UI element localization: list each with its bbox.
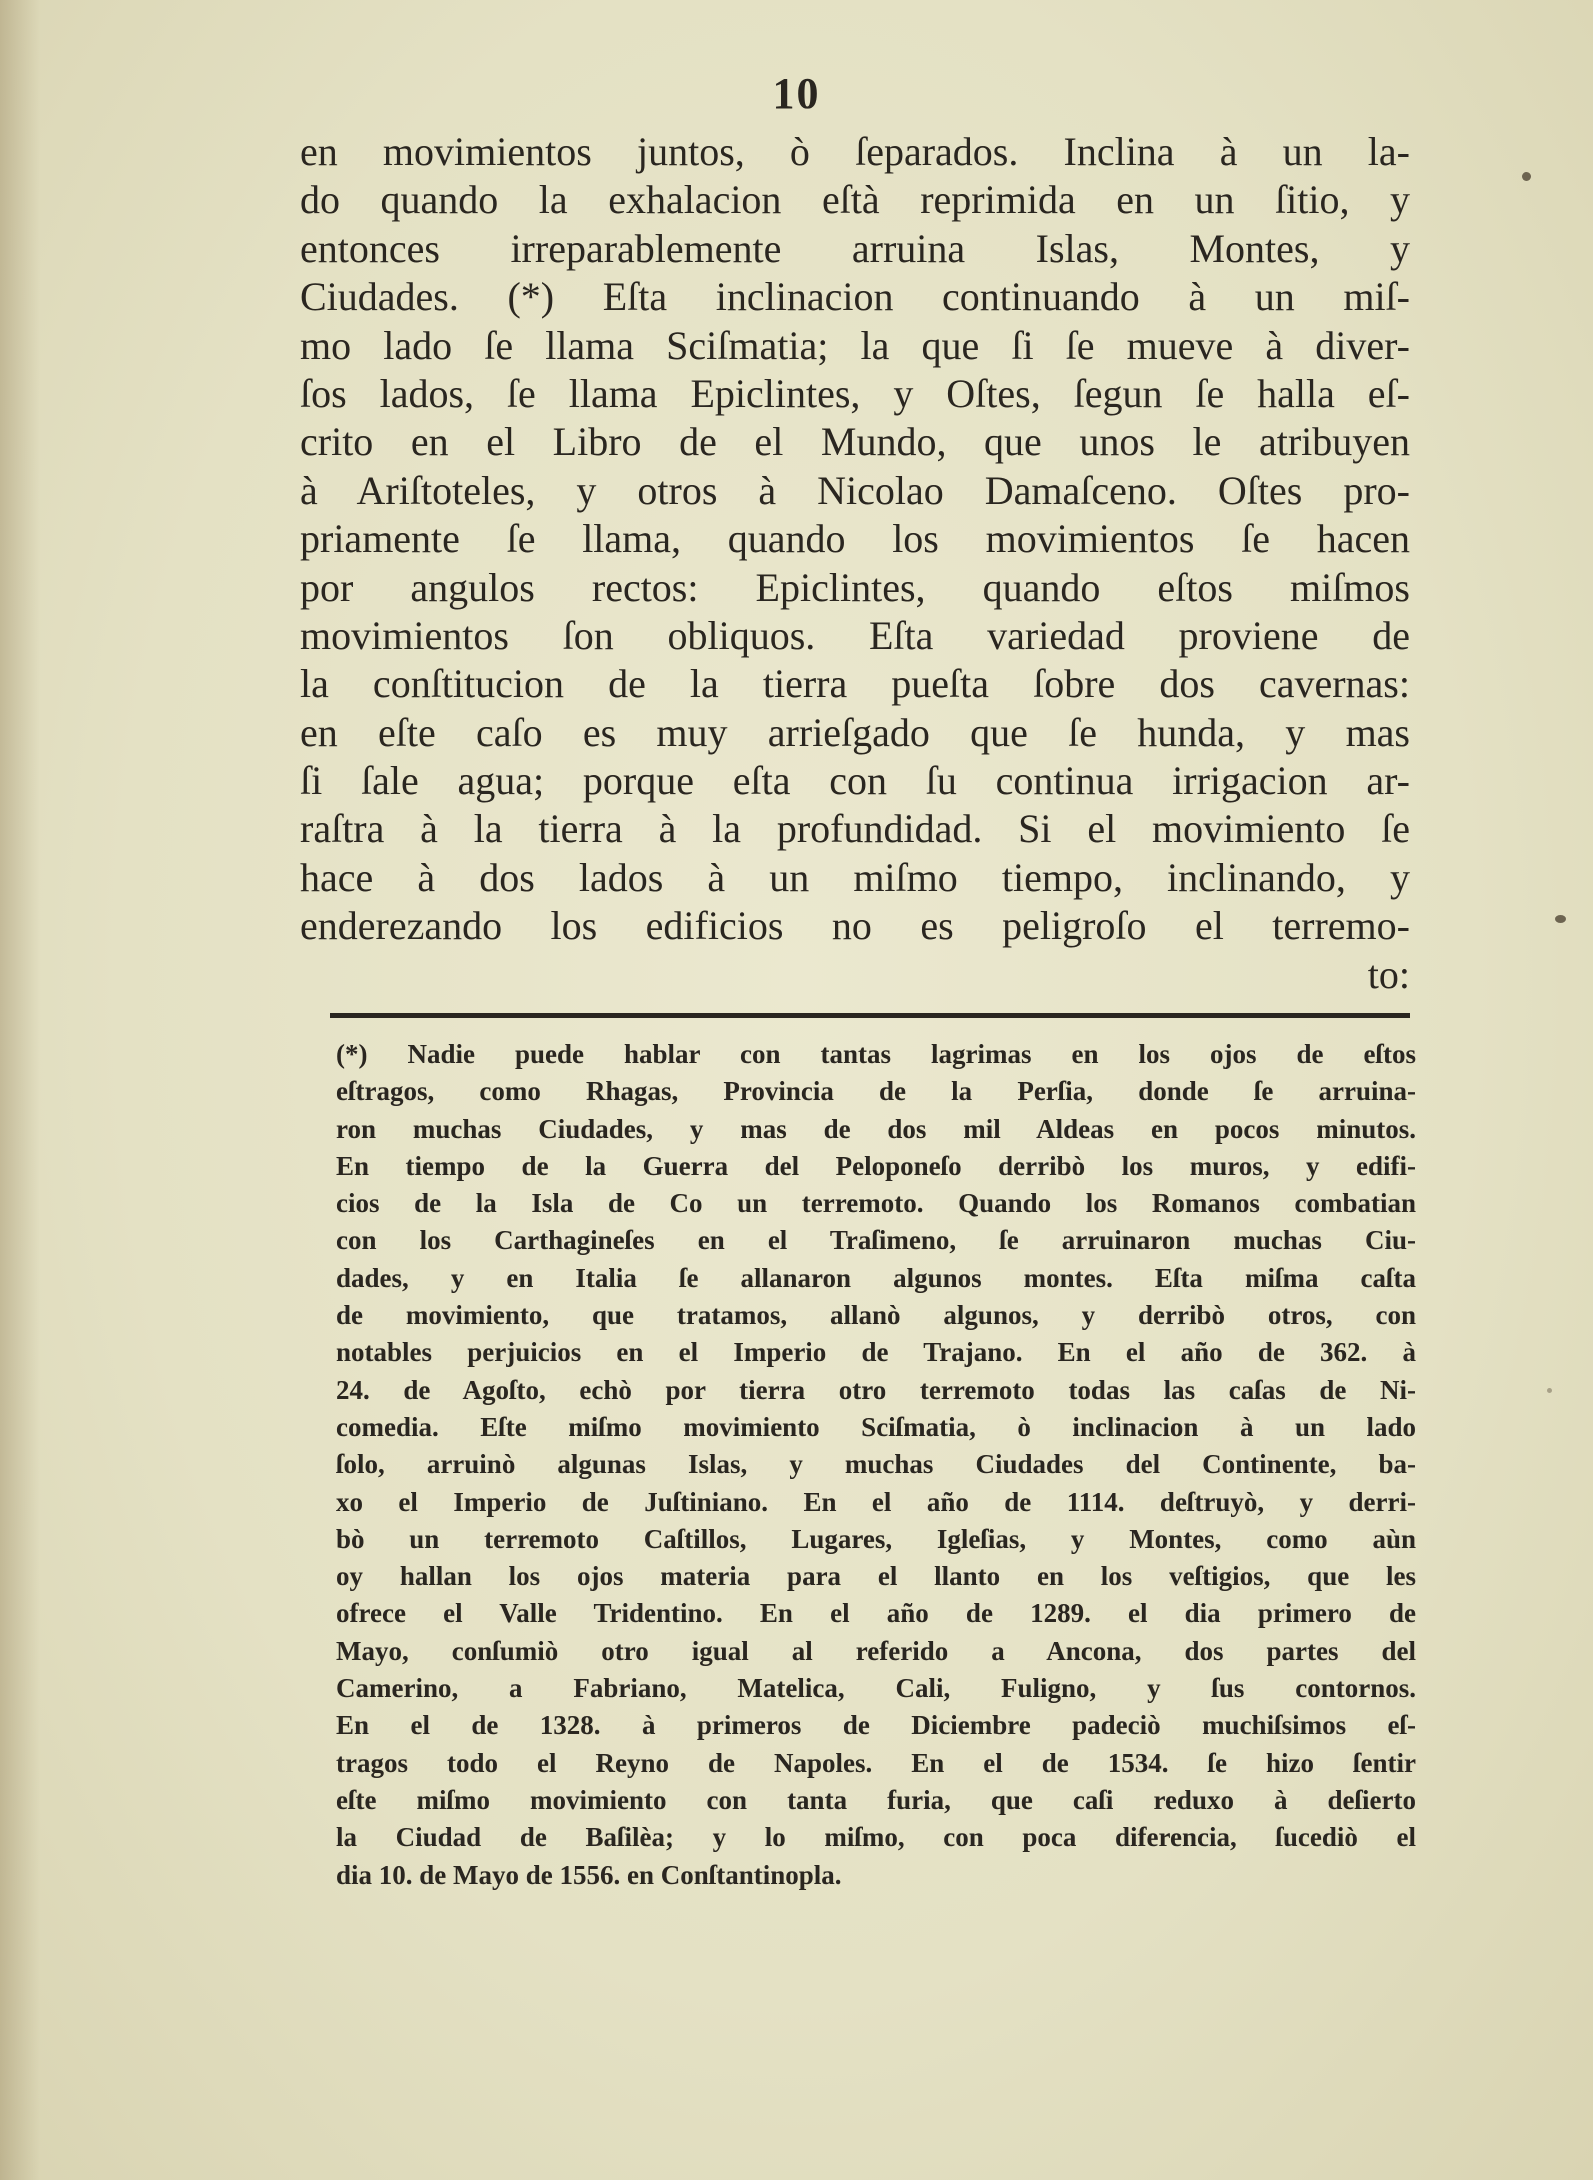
text-line: do quando la exhalacion eſtà reprimida en un ſitio, y — [300, 177, 1410, 223]
footnote-line: Mayo, conſumiò otro igual al referido a Ancona, dos partes del — [336, 1635, 1416, 1666]
text-line: entonces irreparablemente arruina Islas, Montes, y — [300, 225, 1410, 271]
footnote-line: eſtragos, como Rhagas, Provincia de la Perſia, donde ſe arruina- — [336, 1076, 1416, 1107]
text-line: en eſte caſo es muy arrieſgado que ſe hunda, y mas — [300, 709, 1410, 755]
footnote-line: ofrece el Valle Tridentino. En el año de 1289. el dia primero de — [336, 1598, 1416, 1629]
binding-edge-shadow — [0, 0, 40, 2180]
text-line: por angulos rectos: Epiclintes, quando eſtos miſmos — [300, 564, 1410, 610]
footnote-line: En el de 1328. à primeros de Diciembre padeciò muchiſsimos eſ- — [336, 1710, 1416, 1741]
footnote-line: la Ciudad de Baſilèa; y lo miſmo, con poca diferencia, ſucediò el — [336, 1822, 1416, 1853]
footnote-separator-rule — [330, 1013, 1410, 1018]
ink-spot — [1522, 172, 1531, 181]
footnote-line: ron muchas Ciudades, y mas de dos mil Aldeas en pocos minutos. — [336, 1113, 1416, 1144]
footnote-line: comedia. Eſte miſmo movimiento Sciſmatia, ò inclinacion à un lado — [336, 1411, 1416, 1442]
text-line: Ciudades. (*) Eſta inclinacion continuando à un miſ- — [300, 274, 1410, 320]
footnote-line: 24. de Agoſto, echò por tierra otro terremoto todas las caſas de Ni- — [336, 1374, 1416, 1405]
footnote-line: En tiempo de la Guerra del Peloponeſo derribò los muros, y edifi- — [336, 1150, 1416, 1181]
footnote-line: con los Carthagineſes en el Traſimeno, ſe arruinaron muchas Ciu- — [336, 1225, 1416, 1256]
main-text-block — [300, 128, 1410, 999]
text-line: movimientos ſon obliquos. Eſta variedad proviene de — [300, 612, 1410, 658]
text-line: à Ariſtoteles, y otros à Nicolao Damaſceno. Oſtes pro- — [300, 467, 1410, 513]
text-line: enderezando los edificios no es peligroſo el terremo- — [300, 903, 1410, 949]
ink-spot — [1547, 1388, 1552, 1393]
footnote-line: notables perjuicios en el Imperio de Trajano. En el año de 362. à — [336, 1337, 1416, 1368]
footnote-line: bò un terremoto Caſtillos, Lugares, Igleſias, y Montes, como aùn — [336, 1523, 1416, 1554]
footnote-line: de movimiento, que tratamos, allanò algunos, y derribò otros, con — [336, 1300, 1416, 1331]
footnote-line: ſolo, arruinò algunas Islas, y muchas Ciudades del Continente, ba- — [336, 1449, 1416, 1480]
text-line: crito en el Libro de el Mundo, que unos le atribuyen — [300, 419, 1410, 465]
text-line-catchword: to: — [1367, 951, 1410, 997]
footnote-line: xo el Imperio de Juſtiniano. En el año de 1114. deſtruyò, y derri- — [336, 1486, 1416, 1517]
footnote-line: Camerino, a Fabriano, Matelica, Cali, Fuligno, y ſus contornos. — [336, 1673, 1416, 1704]
footnote-line: cios de la Isla de Co un terremoto. Quando los Romanos combatian — [336, 1188, 1416, 1219]
text-line: hace à dos lados à un miſmo tiempo, inclinando, y — [300, 854, 1410, 900]
footnote-line: (*) Nadie puede hablar con tantas lagrimas en los ojos de eſtos — [336, 1039, 1416, 1069]
footnote-block — [336, 1036, 1416, 1894]
footnote-line: oy hallan los ojos materia para el llanto en los veſtigios, que les — [336, 1561, 1416, 1592]
footnote-line: dia 10. de Mayo de 1556. en Conſtantinopla. — [336, 1859, 842, 1890]
text-line: priamente ſe llama, quando los movimientos ſe hacen — [300, 516, 1410, 562]
text-line: ſi ſale agua; porque eſta con ſu continua irrigacion ar- — [300, 758, 1410, 804]
footnote-line: dades, y en Italia ſe allanaron algunos montes. Eſta miſma caſta — [336, 1262, 1416, 1293]
text-line: mo lado ſe llama Sciſmatia; la que ſi ſe mueve à diver- — [300, 322, 1410, 368]
ink-spot — [1555, 915, 1566, 923]
footnote-line: eſte miſmo movimiento con tanta furia, que caſi reduxo à deſierto — [336, 1784, 1416, 1815]
text-line: en movimientos juntos, ò ſeparados. Inclina à un la- — [300, 129, 1410, 174]
page-number: 10 — [772, 69, 821, 118]
text-line: la conſtitucion de la tierra pueſta ſobre dos cavernas: — [300, 661, 1410, 707]
text-line: raſtra à la tierra à la profundidad. Si el movimiento ſe — [300, 806, 1410, 852]
footnote-line: tragos todo el Reyno de Napoles. En el de 1534. ſe hizo ſentir — [336, 1747, 1416, 1778]
text-line: ſos lados, ſe llama Epiclintes, y Oſtes, ſegun ſe halla eſ- — [300, 370, 1410, 416]
